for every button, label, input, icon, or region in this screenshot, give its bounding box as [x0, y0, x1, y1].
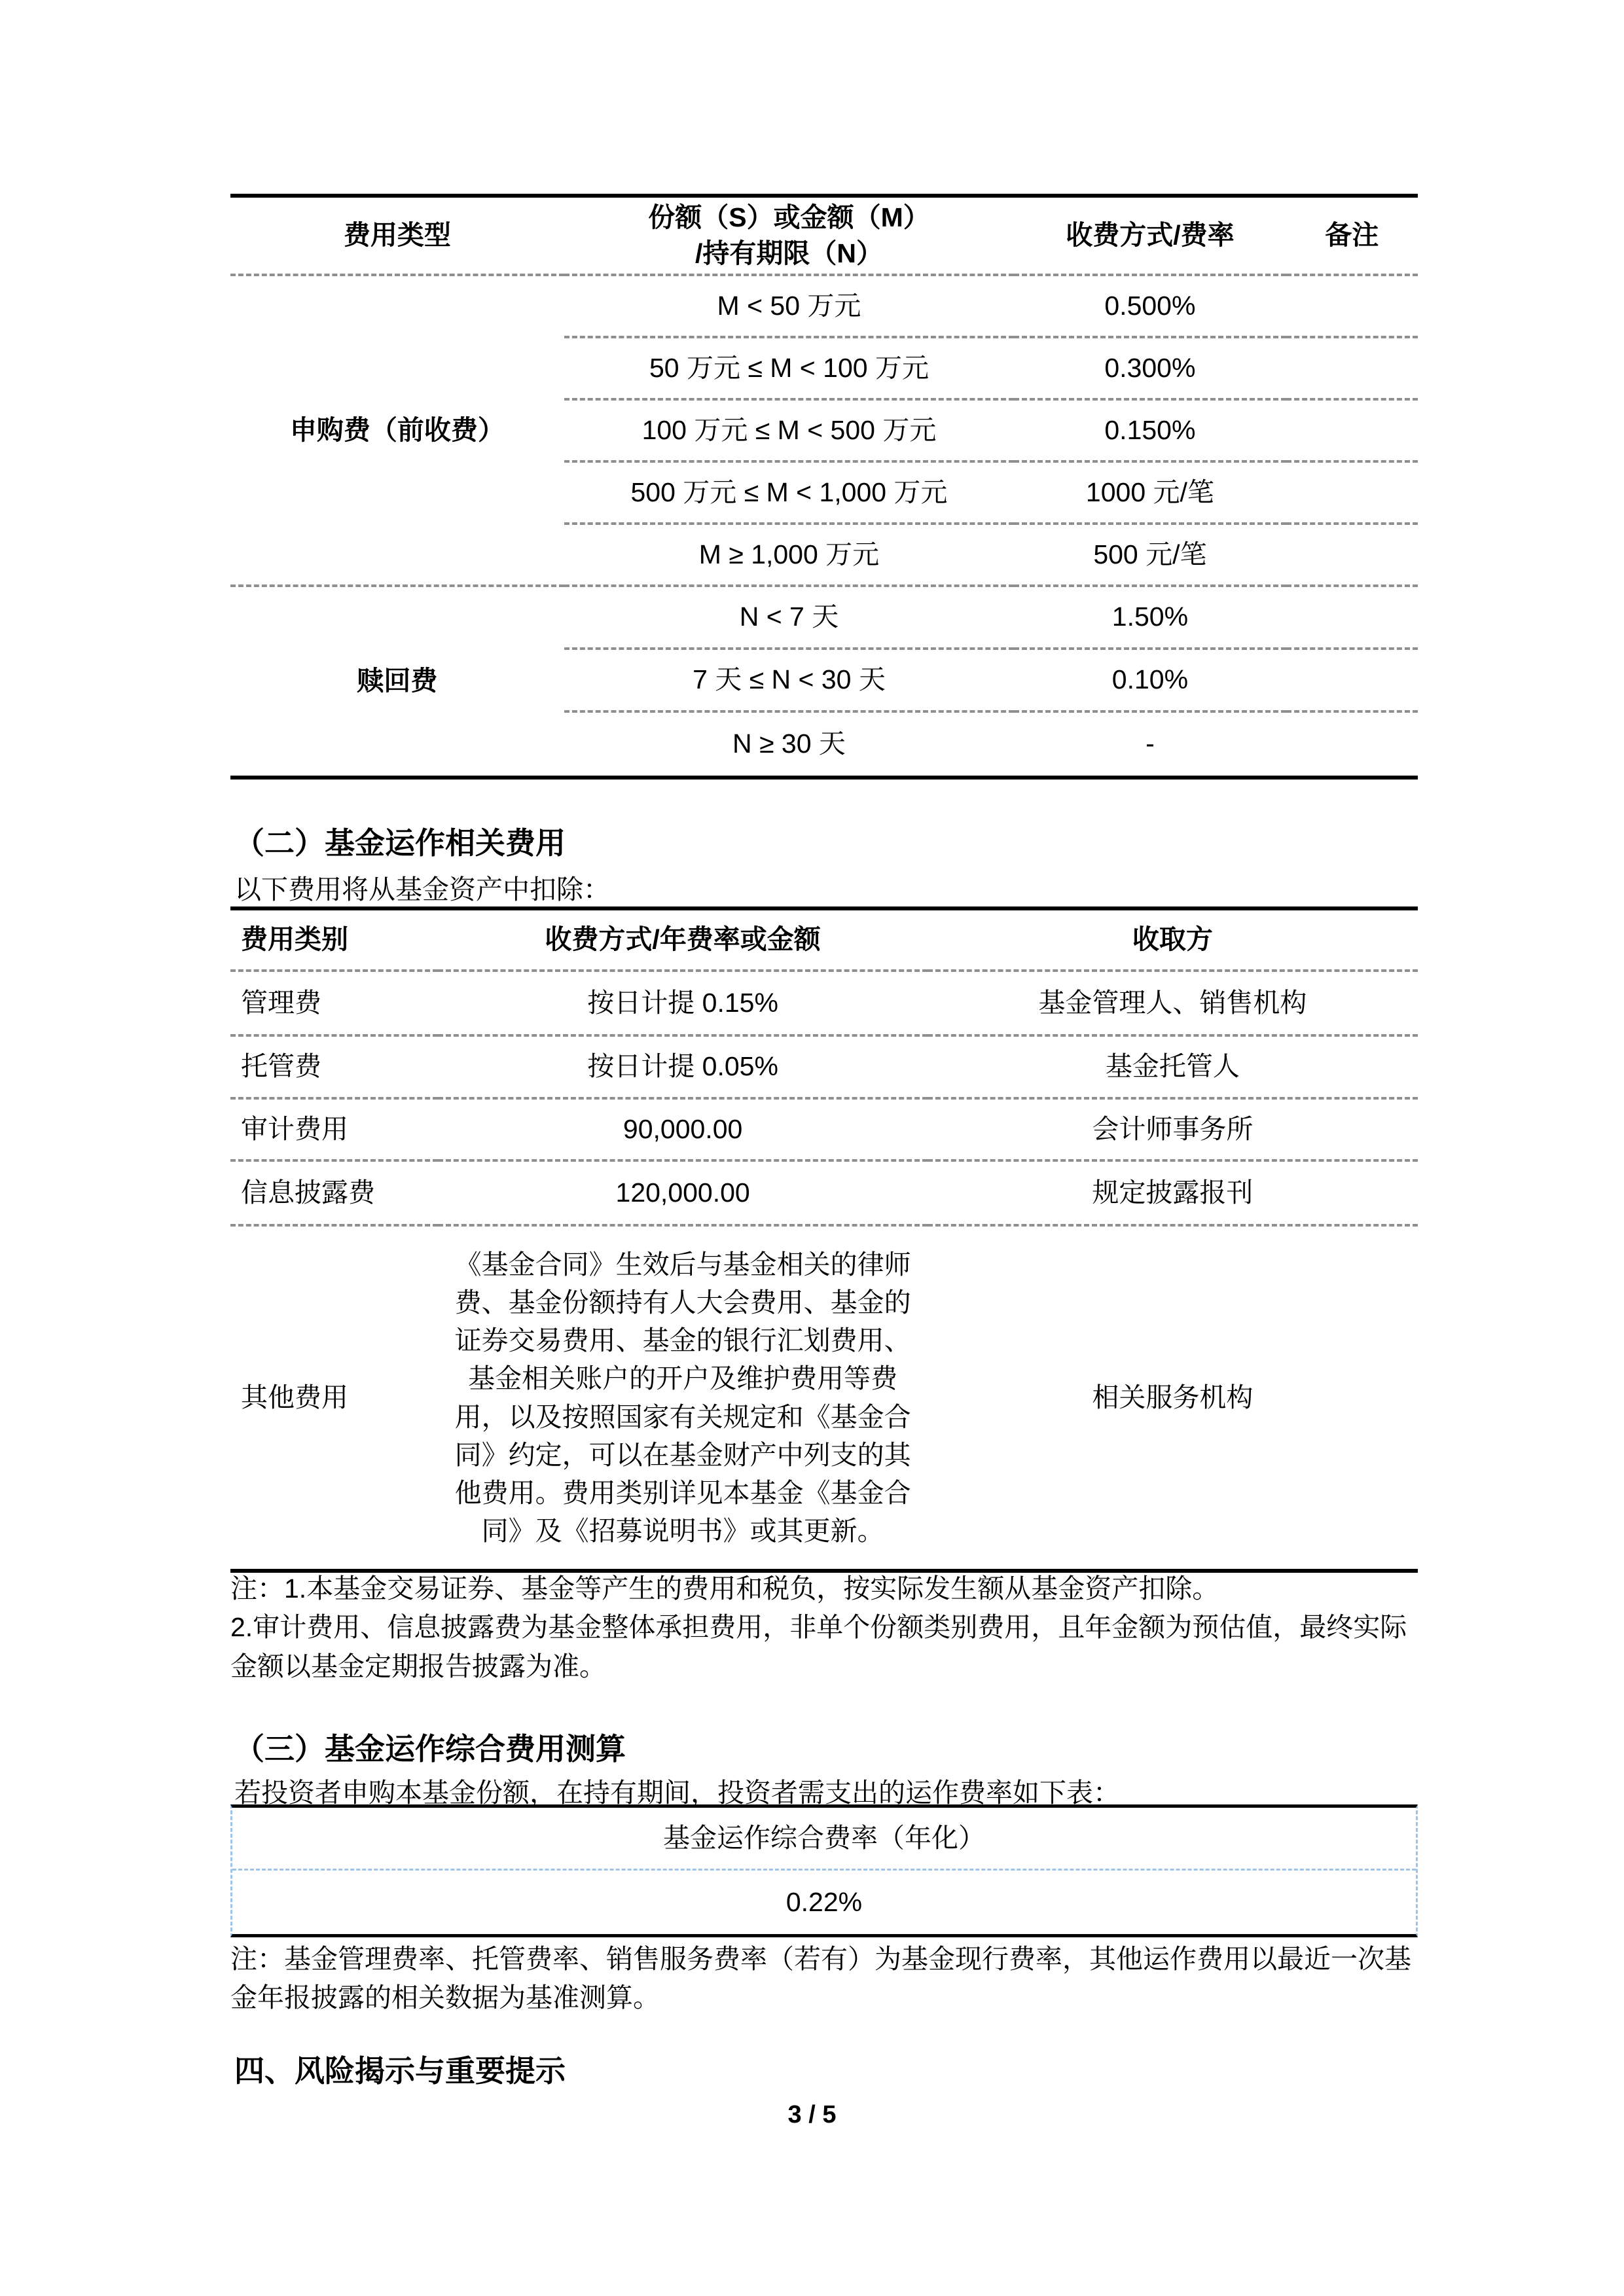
- op-method: 90,000.00: [438, 1100, 927, 1162]
- fee-condition: 7 天 ≤ N < 30 天: [564, 650, 1015, 713]
- fee-rate: 1.50%: [1014, 587, 1286, 650]
- op-category: 信息披露费: [230, 1162, 438, 1227]
- op-category: 其他费用: [241, 1382, 348, 1412]
- section2-note-2: 2.审计费用、信息披露费为基金整体承担费用，非单个份额类别费用，且年金额为预估值，最终实际金额以基金定期报告披露为准。: [230, 1612, 1407, 1681]
- op-method: 120,000.00: [438, 1162, 927, 1227]
- fee-rate: 0.500%: [1014, 276, 1286, 338]
- op-category: 托管费: [230, 1037, 438, 1100]
- section2-intro: 以下费用将从基金资产中扣除：: [234, 874, 610, 905]
- operating-fee-table: [230, 906, 1418, 1573]
- fee-condition: 500 万元 ≤ M < 1,000 万元: [564, 463, 1015, 525]
- fee-table-header-amount: [564, 198, 1015, 276]
- op-recipient: 相关服务机构: [1092, 1382, 1254, 1412]
- fee-table: [230, 194, 1418, 780]
- op-table-header-method: 收费方式/年费率或金额: [438, 910, 927, 972]
- fee-condition: 100 万元 ≤ M < 500 万元: [564, 401, 1015, 463]
- op-table-header-recipient: 收取方: [928, 910, 1418, 972]
- op-recipient: 会计师事务所: [928, 1100, 1418, 1162]
- fee-remark: [1286, 276, 1418, 338]
- op-method: 按日计提 0.15%: [438, 972, 927, 1037]
- section3-intro: 若投资者申购本基金份额，在持有期间，投资者需支出的运作费率如下表：: [234, 1778, 1120, 1808]
- op-method: 按日计提 0.05%: [438, 1037, 927, 1100]
- fee-rate: 0.10%: [1014, 650, 1286, 713]
- fee-condition: M < 50 万元: [564, 276, 1015, 338]
- fee-rate: -: [1146, 728, 1155, 759]
- fee-remark: [1286, 650, 1418, 713]
- section2-note-1: 注：1.本基金交易证券、基金等产生的费用和税负，按实际发生额从基金资产扣除。: [230, 1573, 1219, 1604]
- section2-heading: （二）基金运作相关费用: [234, 826, 566, 860]
- fee-rate: 0.150%: [1014, 401, 1286, 463]
- fee-table-header-amount-line2: /持有期限（N）: [695, 238, 883, 268]
- fee-remark: [1286, 401, 1418, 463]
- fee-condition: 50 万元 ≤ M < 100 万元: [564, 338, 1015, 401]
- section3-heading: （三）基金运作综合费用测算: [234, 1732, 626, 1766]
- op-table-header-category: 费用类别: [230, 910, 438, 972]
- fee-remark: [1286, 587, 1418, 650]
- section2-notes: [230, 1570, 1418, 1686]
- fee-group-label-redemption: 赎回费: [357, 666, 438, 696]
- fee-remark: [1286, 713, 1418, 776]
- fee-table-header-amount-line1: 份额（S）或金额（M）: [648, 202, 930, 232]
- comprehensive-rate-table: [230, 1804, 1418, 1937]
- fee-group-label-subscription: 申购费（前收费）: [230, 276, 564, 587]
- section3-note-text: 注：基金管理费率、托管费率、销售服务费率（若有）为基金现行费率，其他运作费用以最近一次基金年报披露的相关数据为基准测算。: [230, 1944, 1411, 2013]
- fee-rate: 500 元/笔: [1014, 525, 1286, 587]
- fee-rate: 1000 元/笔: [1014, 463, 1286, 525]
- fee-table-header-remark: 备注: [1286, 198, 1418, 276]
- fee-remark: [1286, 463, 1418, 525]
- fee-table-header-charge-mode: 收费方式/费率: [1014, 198, 1286, 276]
- fee-condition: M ≥ 1,000 万元: [564, 525, 1015, 587]
- section4-heading: 四、风险揭示与重要提示: [234, 2054, 566, 2088]
- comprehensive-rate-value: 0.22%: [785, 1886, 863, 1917]
- fee-condition: N < 7 天: [564, 587, 1015, 650]
- op-recipient: 规定披露报刊: [928, 1162, 1418, 1227]
- section3-note: [230, 1940, 1418, 2018]
- fee-rate: 0.300%: [1014, 338, 1286, 401]
- op-method-other-fees: 《基金合同》生效后与基金相关的律师费、基金份额持有人大会费用、基金的证券交易费用、基金的银行汇划费用、基金相关账户的开户及维护费用等费用，以及按照国家有关规定和《基金合同》约定，可以在基金财产中列支的其他费用。费用类别详见本基金《基金合同》及《招募说明书》或其更新。: [454, 1249, 911, 1547]
- comprehensive-rate-label: 基金运作综合费率（年化）: [232, 1808, 1416, 1871]
- op-category: 管理费: [230, 972, 438, 1037]
- op-category: 审计费用: [230, 1100, 438, 1162]
- fee-table-header-fee-type: 费用类型: [230, 198, 564, 276]
- op-recipient: 基金托管人: [928, 1037, 1418, 1100]
- fee-remark: [1286, 338, 1418, 401]
- page-number: 3 / 5: [787, 2101, 837, 2128]
- fee-remark: [1286, 525, 1418, 587]
- op-recipient: 基金管理人、销售机构: [928, 972, 1418, 1037]
- fee-condition: N ≥ 30 天: [732, 728, 846, 759]
